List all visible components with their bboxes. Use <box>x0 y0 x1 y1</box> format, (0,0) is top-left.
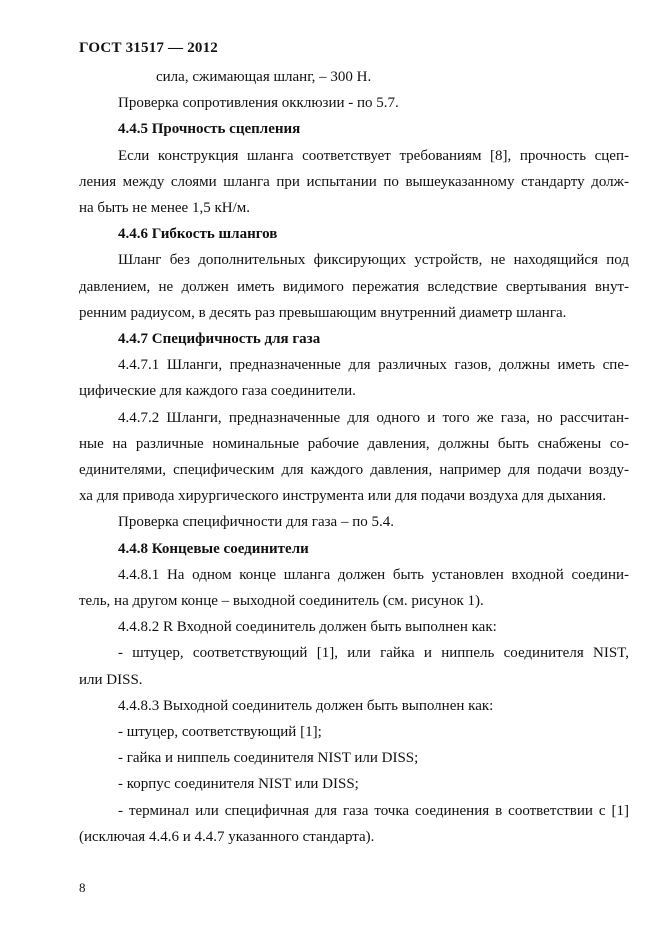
text-line: ха для привода хирургического инструмента или для подачи воздуха для дыхания. <box>79 488 607 505</box>
text-line: или DISS. <box>79 671 143 688</box>
document-header: ГОСТ 31517 — 2012 <box>79 40 219 56</box>
text-line: (исключая 4.4.6 и 4.4.7 указанного стандарта). <box>79 828 375 845</box>
text-line: единителями, специфическим для каждого давления, например для подачи возду- <box>79 462 629 479</box>
text-line: - корпус соединителя NIST или DISS; <box>118 776 359 793</box>
text-line: на быть не менее 1,5 кН/м. <box>79 200 250 217</box>
text-line: Проверка сопротивления окклюзии - по 5.7. <box>118 95 399 112</box>
text-line: 4.4.7.2 Шланги, предназначенные для одного и того же газа, но рассчитан- <box>118 409 629 426</box>
text-line: тель, на другом конце – выходной соединитель (см. рисунок 1). <box>79 593 484 610</box>
text-line: Проверка специфичности для газа – по 5.4. <box>118 514 394 531</box>
document-body <box>79 64 629 850</box>
text-line: 4.4.8.1 На одном конце шланга должен быть установлен входной соедини- <box>118 566 629 583</box>
text-line: цифические для каждого газа соединители. <box>79 383 356 400</box>
text-line: ренним радиусом, в десять раз превышающим внутренний диаметр шланга. <box>79 304 567 321</box>
text-line: ления между слоями шланга при испытании по вышеуказанному стандарту долж- <box>79 173 629 190</box>
text-line: Шланг без дополнительных фиксирующих устройств, не находящийся под <box>118 252 629 269</box>
text-line: сила, сжимающая шланг, – 300 Н. <box>156 69 372 85</box>
section-heading: 4.4.6 Гибкость шлангов <box>118 226 278 243</box>
text-line: - терминал или специфичная для газа точка соединения в соответствии с [1] <box>118 802 629 819</box>
text-line: 4.4.8.3 Выходной соединитель должен быть выполнен как: <box>118 697 494 714</box>
text-line: ные на различные номинальные рабочие давления, должны быть снабжены со- <box>79 435 629 452</box>
text-line: давлением, не должен иметь видимого пережатия вследствие свертывания внут- <box>79 278 629 295</box>
text-line: Если конструкция шланга соответствует требованиям [8], прочность сцеп- <box>118 147 629 164</box>
text-line: - штуцер, соответствующий [1]; <box>118 724 322 741</box>
text-line: - гайка и ниппель соединителя NIST или DISS; <box>118 750 419 767</box>
text-line: 4.4.7.1 Шланги, предназначенные для различных газов, должны иметь спе- <box>118 357 629 374</box>
text-line: 4.4.8.2 R Входной соединитель должен быть выполнен как: <box>118 619 497 636</box>
section-heading: 4.4.8 Концевые соединители <box>118 540 309 557</box>
section-heading: 4.4.5 Прочность сцепления <box>118 121 301 138</box>
section-heading: 4.4.7 Специфичность для газа <box>118 331 321 348</box>
text-line: - штуцер, соответствующий [1], или гайка и ниппель соединителя NIST, <box>118 645 629 662</box>
page-number: 8 <box>79 880 86 895</box>
